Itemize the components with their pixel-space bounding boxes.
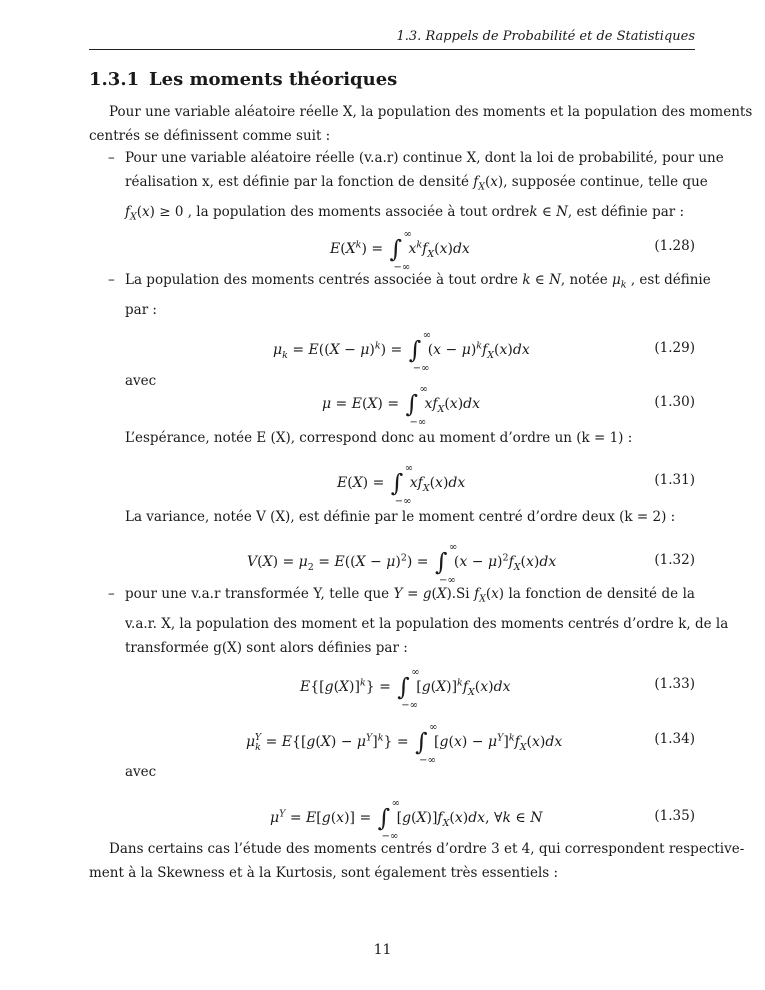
item-line: v.a.r. X, la population des moment et la population des moments centrés d’ordre k, de la	[125, 615, 729, 632]
item-line: $f_X(x) \ge 0$ , la population des moments associée à tout ordrek ∈ N, est définie par :	[125, 203, 685, 223]
list-dash: –	[108, 150, 115, 166]
conclusion-line: ment à la Skewness et à la Kurtosis, sont également très essentiels :	[89, 865, 559, 881]
esperance-text: L’espérance, notée E (X), correspond donc au moment d’ordre un (k = 1) :	[125, 430, 633, 446]
equation-1-35: $\mu^Y = E[g(x)]$ = ∫ ∞ −∞ $[g(X)]f_X(x)dx$, ∀k ∈ N	[270, 798, 543, 842]
item-line: pour une v.a.r transformée Y, telle que Y = g(X).Si $f_X(x)$ la fonction de densité de la	[125, 586, 695, 605]
section-heading	[89, 69, 397, 90]
intro-paragraph	[89, 100, 753, 148]
intro-line: Pour une variable aléatoire réelle X, la population des moments et la population des moments	[109, 104, 753, 120]
section-number: 1.3.1	[89, 69, 140, 90]
conclusion-paragraph	[89, 837, 745, 885]
item-line: La population des moments centrés associée à tout ordre k ∈ N, notée $\mu_k$ , est définie	[125, 272, 711, 291]
avec-label: avec	[125, 764, 157, 780]
equation-number: (1.34)	[654, 731, 695, 747]
equation-number: (1.30)	[654, 394, 695, 410]
equation-1-30: μ = E(X) = ∫ ∞ −∞ $xf_X(x)dx$	[322, 384, 481, 428]
equation-number: (1.28)	[654, 238, 695, 254]
conclusion-line: Dans certains cas l’étude des moments centrés d’ordre 3 et 4, qui correspondent respective-	[109, 841, 745, 857]
header-rule	[89, 49, 695, 50]
variance-text: La variance, notée V (X), est définie par le moment centré d’ordre deux (k = 2) :	[125, 509, 676, 525]
equation-number: (1.31)	[654, 472, 695, 488]
equation-1-32: $V(X) = \mu_2 = E((X - \mu)^2)$ = ∫ ∞ −∞ $(x - \mu)^2f_X(x)dx$	[247, 542, 557, 586]
equation-1-33: $E\{[g(X)]^k\}$ = ∫ ∞ −∞ $[g(X)]^kf_X(x)dx$	[300, 667, 511, 711]
equation-1-28: $E(X^k)$ = ∫ ∞ −∞ $x^kf_X(x)dx$	[330, 229, 470, 273]
equation-number: (1.35)	[654, 808, 695, 824]
list-dash: –	[108, 586, 115, 602]
equation-1-31: E(X) = ∫ ∞ −∞ $xf_X(x)dx$	[337, 463, 466, 507]
section-title: Les moments théoriques	[149, 69, 398, 90]
page-number: 11	[373, 942, 392, 958]
list-item	[108, 582, 729, 660]
list-dash: –	[108, 272, 115, 288]
equation-number: (1.33)	[654, 676, 695, 692]
item-line: réalisation x, est définie par la fonction de densité $f_X(x)$, supposée continue, telle que	[125, 174, 708, 193]
running-header: 1.3. Rappels de Probabilité et de Statistiques	[396, 29, 695, 44]
equation-1-34: $\mu_k^Y = E\{[g(X) - \mu^Y]^k\}$ = ∫ ∞ −∞ $[g(x) - \mu^Y]^kf_X(x)dx$	[246, 722, 563, 766]
list-item	[108, 268, 711, 322]
item-line: Pour une variable aléatoire réelle (v.a.r) continue X, dont la loi de probabilité, pour une	[125, 150, 724, 166]
avec-label: avec	[125, 373, 157, 389]
item-line: transformée g(X) sont alors définies par :	[125, 639, 408, 656]
equation-number: (1.32)	[654, 552, 695, 568]
equation-number: (1.29)	[654, 340, 695, 356]
intro-line: centrés se définissent comme suit :	[89, 128, 331, 144]
equation-1-29: $\mu_k = E((X - \mu)^k)$ = ∫ ∞ −∞ $(x - \mu)^kf_X(x)dx$	[273, 330, 530, 374]
list-item	[108, 146, 724, 229]
item-line: par :	[125, 301, 157, 318]
